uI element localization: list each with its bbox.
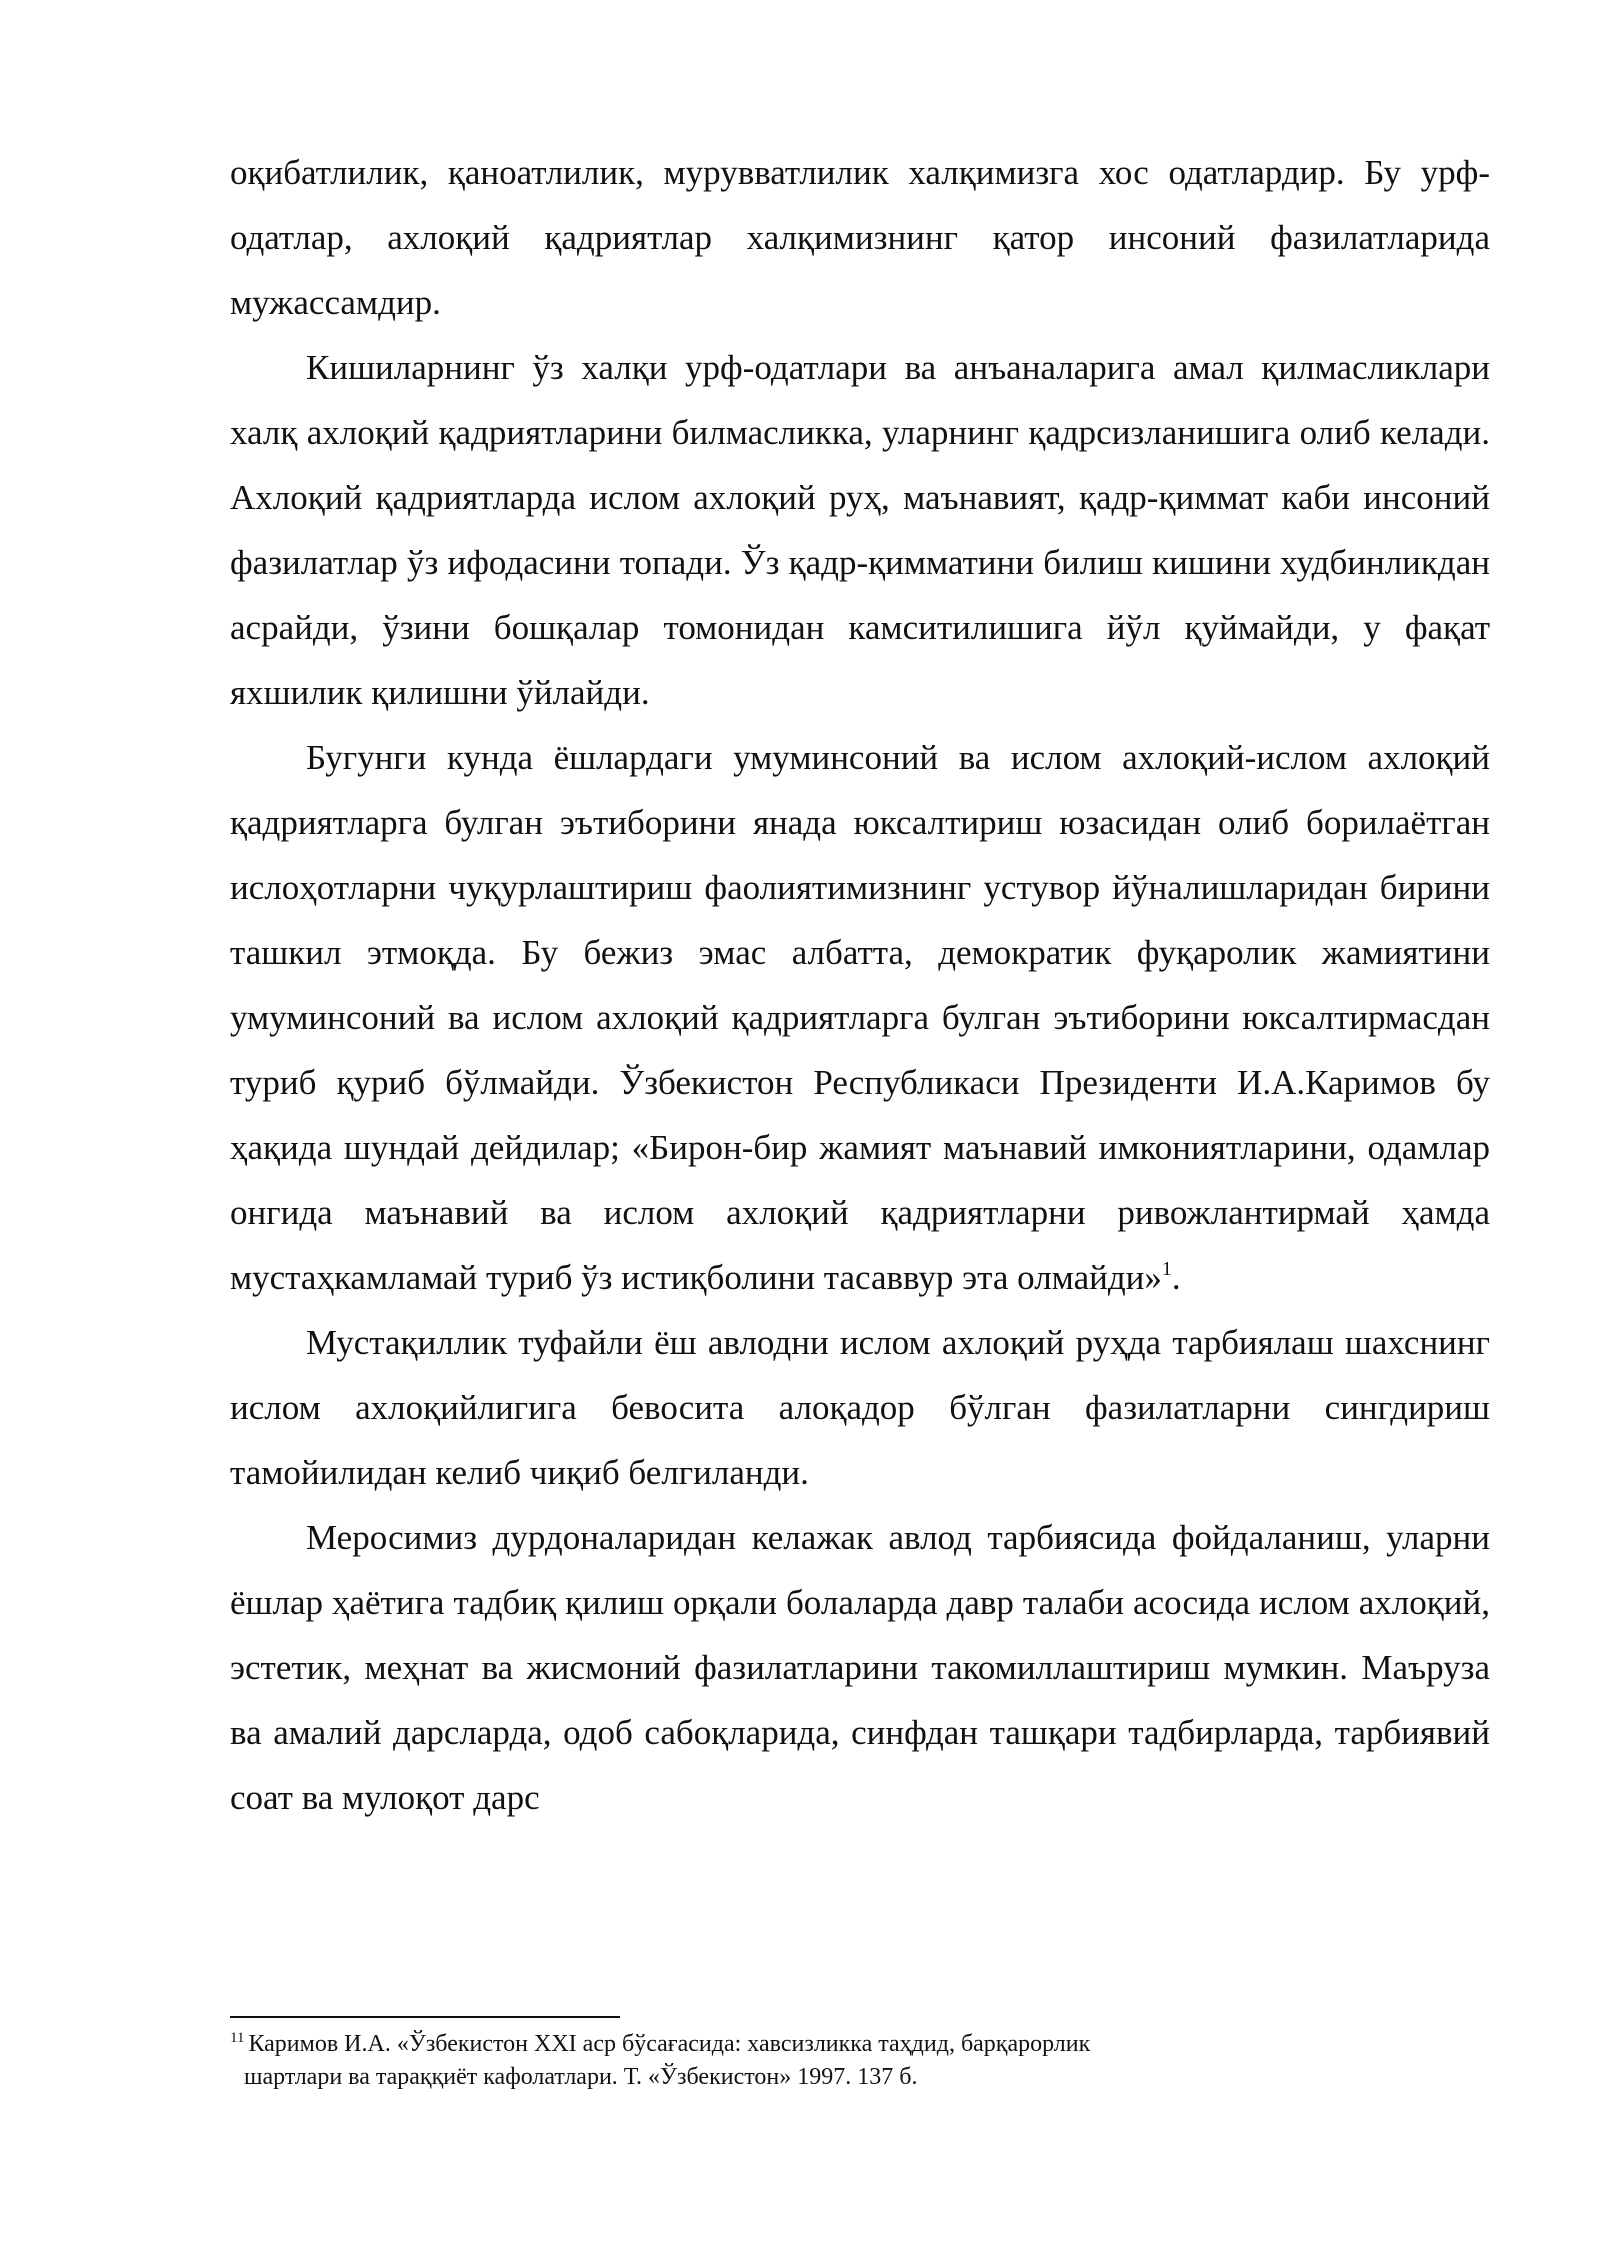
paragraph-4 xyxy=(230,1310,1490,1505)
body-text xyxy=(230,140,1490,1830)
paragraph-3-end: . xyxy=(1171,1258,1181,1297)
document-page xyxy=(230,140,1490,1830)
paragraph-3-text: Бугунги кунда ёшлардаги умуминсоний ва ислом ахлоқий-ислом ахлоқий қадриятларга булган эътиборини янада юксалтириш юзасидан олиб борилаётган ислоҳотларни чуқурлаштириш фаолиятимизнинг устувор йўналишларидан бирини ташкил этмоқда. Бу бежиз эмас албатта, демократик фуқаролик жамиятини умуминсоний ва ислом ахлоқий қадриятларга булган эътиборини юксалтирмасдан туриб қуриб бўлмайди. Ўзбекистон Республикаси Президенти И.А.Каримов бу ҳақида шундай дейдилар; «Бирон-бир жамият маънавий имкониятларини, одамлар онгида маънавий ва ислом ахлоқий қадриятларни ривожлантирмай ҳамда мустаҳкамламай туриб ўз истиқболини тасаввур эта олмайди» xyxy=(230,738,1490,1297)
footnote xyxy=(230,2028,1280,2094)
paragraph-1 xyxy=(230,140,1490,335)
paragraph-3 xyxy=(230,725,1490,1310)
footnote-mark: 11 xyxy=(230,2030,245,2046)
footnote-line-1: Каримов И.А. «Ўзбекистон XXI аср бўсағасида: хавсизликка таҳдид, барқарорлик xyxy=(248,2031,1091,2057)
footnote-reference[interactable]: 1 xyxy=(1161,1258,1172,1280)
paragraph-1-text: оқибатлилик, қаноатлилик, мурувватлилик халқимизга хос одатлардир. Бу урф-одатлар, ахлоқий қадриятлар халқимизнинг қатор инсоний фазилатларида мужассамдир. xyxy=(230,153,1490,322)
paragraph-4-text: Мустақиллик туфайли ёш авлодни ислом ахлоқий руҳда тарбиялаш шахснинг ислом ахлоқийлигига бевосита алоқадор бўлган фазилатларни сингдириш тамойилидан келиб чиқиб белгиланди. xyxy=(230,1323,1490,1492)
paragraph-5 xyxy=(230,1505,1490,1830)
footnote-divider xyxy=(230,2016,620,2018)
paragraph-2-text: Кишиларнинг ўз халқи урф-одатлари ва анъаналарига амал қилмасликлари халқ ахлоқий қадриятларини билмасликка, уларнинг қадрсизланишига олиб келади. Ахлоқий қадриятларда ислом ахлоқий руҳ, маънавият, қадр-қиммат каби инсоний фазилатлар ўз ифодасини топади. Ўз қадр-қимматини билиш кишини худбинликдан асрайди, ўзини бошқалар томонидан камситилишига йўл қуймайди, у фақат яхшилик қилишни ўйлайди. xyxy=(230,348,1490,712)
footnote-line-2: шартлари ва тараққиёт кафолатлари. Т. «Ўзбекистон» 1997. 137 б. xyxy=(244,2064,918,2090)
paragraph-5-text: Меросимиз дурдоналаридан келажак авлод тарбиясида фойдаланиш, уларни ёшлар ҳаётига тадбиқ қилиш орқали болаларда давр талаби асосида ислом ахлоқий, эстетик, меҳнат ва жисмоний фазилатларини такомиллаштириш мумкин. Маъруза ва амалий дарсларда, одоб сабоқларида, синфдан ташқари тадбирларда, тарбиявий соат ва мулоқот дарс xyxy=(230,1518,1490,1817)
paragraph-2 xyxy=(230,335,1490,725)
